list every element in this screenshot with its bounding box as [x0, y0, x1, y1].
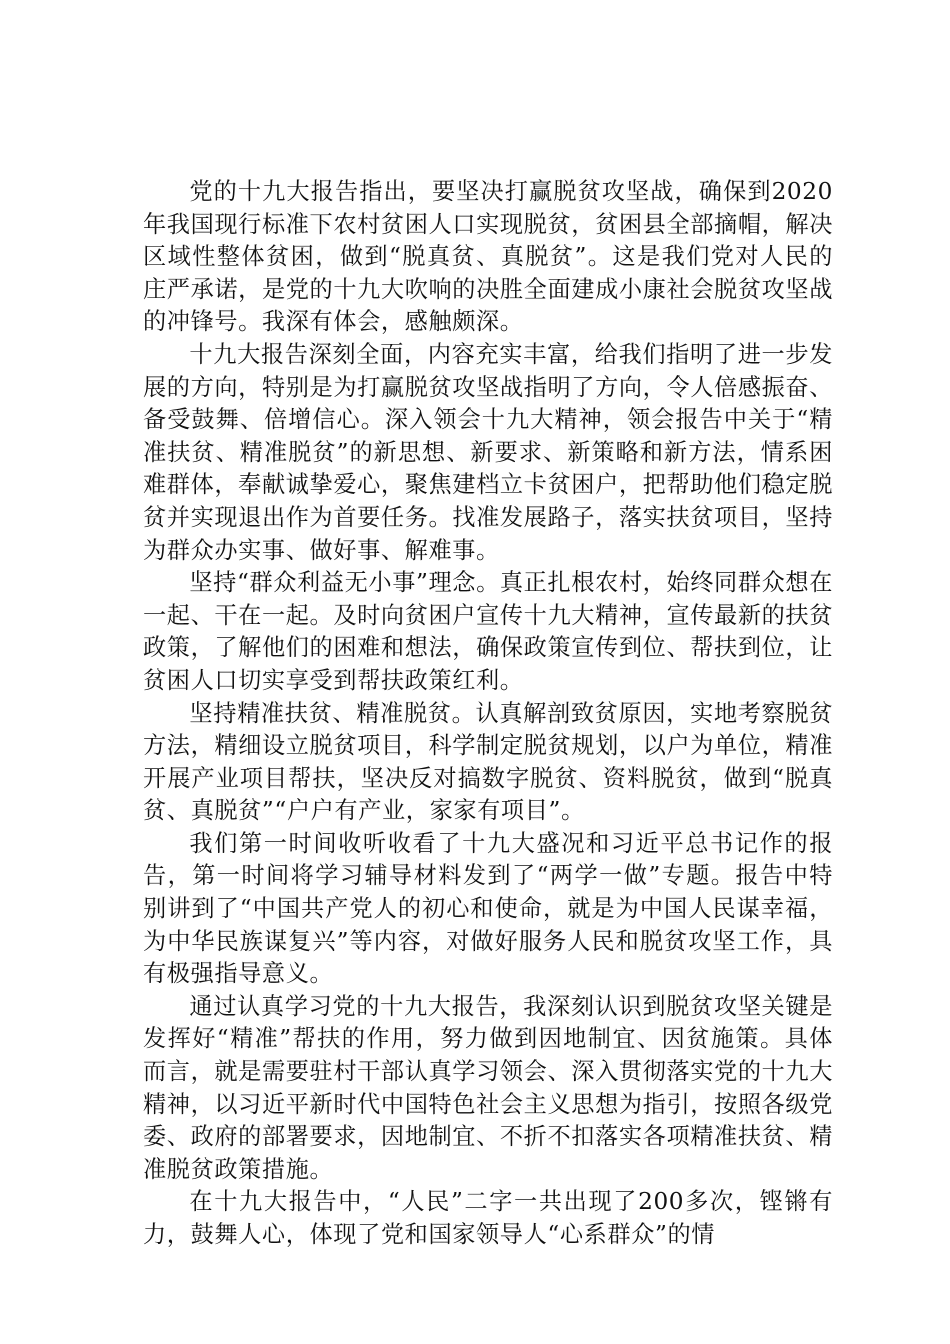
paragraph-7: 在十九大报告中，“人民”二字一共出现了200多次，铿锵有力，鼓舞人心，体现了党和国家领导人“心系群众”的情: [143, 1188, 833, 1248]
paragraph-5: 我们第一时间收听收看了十九大盛况和习近平总书记作的报告，第一时间将学习辅导材料发到了“两学一做”专题。报告中特别讲到了“中国共产党人的初心和使命，就是为中国人民谋幸福，为中华民族谋复兴”等内容，对做好服务人民和脱贫攻坚工作，具有极强指导意义。: [143, 829, 833, 988]
paragraph-1: 党的十九大报告指出，要坚决打赢脱贫攻坚战，确保到2020年我国现行标准下农村贫困人口实现脱贫，贫困县全部摘帽，解决区域性整体贫困，做到“脱真贫、真脱贫”。这是我们党对人民的庄严承诺，是党的十九大吹响的决胜全面建成小康社会脱贫攻坚战的冲锋号。我深有体会，感触颇深。: [143, 178, 833, 336]
paragraph-6: 通过认真学习党的十九大报告，我深刻认识到脱贫攻坚关键是发挥好“精准”帮扶的作用，努力做到因地制宜、因贫施策。具体而言，就是需要驻村干部认真学习领会、深入贯彻落实党的十九大精神，以习近平新时代中国特色社会主义思想为指引，按照各级党委、政府的部署要求，因地制宜、不折不扣落实各项精准扶贫、精准脱贫政策措施。: [143, 992, 833, 1183]
paragraph-2: 十九大报告深刻全面，内容充实丰富，给我们指明了进一步发展的方向，特别是为打赢脱贫攻坚战指明了方向，令人倍感振奋、备受鼓舞、倍增信心。深入领会十九大精神，领会报告中关于“精准扶贫、精准脱贫”的新思想、新要求、新策略和新方法，情系困难群体，奉献诚挚爱心，聚焦建档立卡贫困户，把帮助他们稳定脱贫并实现退出作为首要任务。找准发展路子，落实扶贫项目，坚持为群众办实事、做好事、解难事。: [143, 340, 833, 564]
paragraph-3: 坚持“群众利益无小事”理念。真正扎根农村，始终同群众想在一起、干在一起。及时向贫困户宣传十九大精神，宣传最新的扶贫政策，了解他们的困难和想法，确保政策宣传到位、帮扶到位，让贫困人口切实享受到帮扶政策红利。: [143, 569, 833, 694]
paragraph-4: 坚持精准扶贫、精准脱贫。认真解剖致贫原因，实地考察脱贫方法，精细设立脱贫项目，科学制定脱贫规划，以户为单位，精准开展产业项目帮扶，坚决反对搞数字脱贫、资料脱贫，做到“脱真贫、真脱贫”“户户有产业，家家有项目”。: [143, 699, 833, 825]
body-text: [143, 176, 833, 1252]
